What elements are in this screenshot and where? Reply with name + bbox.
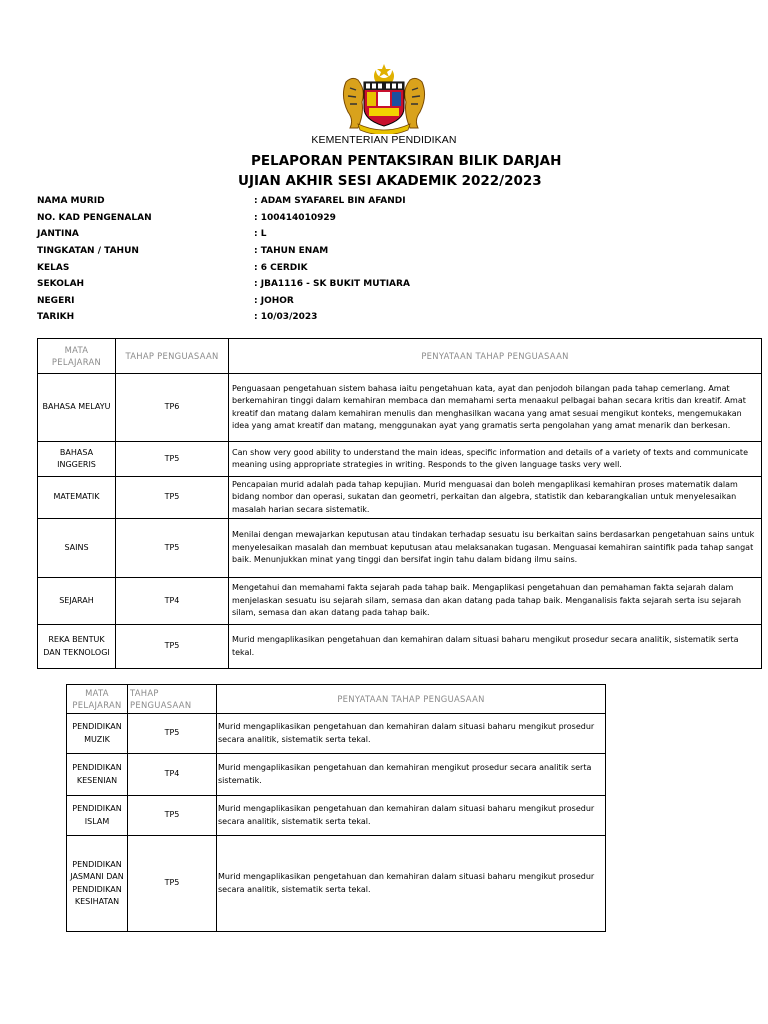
header-subject: MATA PELAJARAN: [67, 685, 128, 714]
level-cell: TP4: [116, 578, 229, 625]
info-label: TARIKH: [37, 312, 75, 323]
statement-cell: Penguasaan pengetahuan sistem bahasa iaitu pengetahuan kata, ayat dan penjodoh bilangan pada tahap cemerlang. Amat berkemahiran tinggi dalam kemahiran membaca dan memahami serta menaakul pelbagai bahan secara kritis dan kreatif. Amat kreatif dan matang dalam kemahiran menulis dan menghasilkan wacana yang amat sesuai mengikut konteks, mengemukakan idea yang amat kreatif dan matang, menggunakan ayat yang gramatis serta pengolahan yang amat menarik dan berkesan.: [229, 374, 762, 442]
level-cell: TP5: [128, 714, 217, 754]
table-row: [38, 578, 762, 625]
statement-cell: Murid mengaplikasikan pengetahuan dan kemahiran dalam situasi baharu mengikut prosedur secara analitik, sistematik serta tekal.: [229, 625, 762, 669]
info-label: SEKOLAH: [37, 279, 85, 290]
header-level: TAHAP PENGUASAAN: [128, 685, 217, 714]
level-cell: TP6: [116, 374, 229, 442]
info-row-nama-murid: [37, 193, 537, 210]
subject-cell: SEJARAH: [38, 578, 116, 625]
info-value: : TAHUN ENAM: [254, 246, 329, 257]
info-row-tarikh: [37, 309, 537, 326]
info-value: : JBA1116 - SK BUKIT MUTIARA: [254, 279, 410, 290]
info-label: NO. KAD PENGENALAN: [37, 212, 152, 223]
subject-cell: PENDIDIKAN ISLAM: [67, 796, 128, 836]
subject-cell: PENDIDIKAN MUZIK: [67, 714, 128, 754]
statement-cell: Mengetahui dan memahami fakta sejarah pada tahap baik. Mengaplikasi pengetahuan dan pemahaman fakta sejarah dalam menjelaskan sesuatu isu sejarah silam, semasa dan akan datang pada tahap baik. Menganalisis fakta sejarah serta isu sejarah silam, semasa dan akan datang pada tahap baik.: [229, 578, 762, 625]
info-row-kelas: [37, 259, 537, 276]
crest-emblem-icon: [336, 62, 432, 134]
info-label: JANTINA: [37, 229, 79, 240]
info-value: : 6 CERDIK: [254, 262, 308, 273]
info-value: : JOHOR: [254, 295, 294, 306]
table-row: [38, 477, 762, 519]
student-info: [37, 193, 537, 326]
statement-cell: Murid mengaplikasikan pengetahuan dan kemahiran mengikut prosedur secara analitik serta sistematik.: [217, 754, 606, 796]
subject-cell: MATEMATIK: [38, 477, 116, 519]
level-cell: TP5: [116, 519, 229, 578]
info-label: NAMA MURID: [37, 196, 105, 207]
statement-cell: Pencapaian murid adalah pada tahap kepujian. Murid menguasai dan boleh mengaplikasi kemahiran proses matematik dalam bidang nombor dan operasi, sukatan dan geometri, perkaitan dan algebra, statistik dan kebarangkalian untuk menyelesaikan masalah harian secara sistematik.: [229, 477, 762, 519]
table-header-row: [67, 685, 606, 714]
level-cell: TP5: [116, 625, 229, 669]
table-row: [38, 519, 762, 578]
statement-cell: Murid mengaplikasikan pengetahuan dan kemahiran dalam situasi baharu mengikut prosedur secara analitik, sistematik serta tekal.: [217, 714, 606, 754]
info-row-jantina: [37, 226, 537, 243]
header-subject: MATA PELAJARAN: [38, 339, 116, 374]
table-row: [38, 625, 762, 669]
info-row-ic: [37, 210, 537, 227]
level-cell: TP4: [128, 754, 217, 796]
statement-cell: Menilai dengan mewajarkan keputusan atau tindakan terhadap sesuatu isu berkaitan sains berdasarkan pengetahuan sains untuk menyelesaikan masalah dan membuat keputusan atau melaksanakan tugasan. Menguasai kemahiran saintifik pada tahap sangat baik. Menunjukkan minat yang tinggi dan bersifat ingin tahu dalam bidang ilmu sains.: [229, 519, 762, 578]
header-level: TAHAP PENGUASAAN: [116, 339, 229, 374]
subject-cell: REKA BENTUK DAN TEKNOLOGI: [38, 625, 116, 669]
info-value: : 10/03/2023: [254, 312, 318, 323]
table-row: [38, 374, 762, 442]
assessment-table-secondary: [66, 684, 606, 932]
table-row: [38, 442, 762, 477]
level-cell: TP5: [116, 477, 229, 519]
info-label: NEGERI: [37, 295, 75, 306]
report-subtitle: UJIAN AKHIR SESI AKADEMIK 2022/2023: [238, 173, 542, 189]
statement-cell: Murid mengaplikasikan pengetahuan dan kemahiran dalam situasi baharu mengikut prosedur secara analitik, sistematik serta tekal.: [217, 836, 606, 932]
info-value: : ADAM SYAFAREL BIN AFANDI: [254, 196, 406, 207]
table-row: [67, 796, 606, 836]
subject-cell: BAHASA INGGERIS: [38, 442, 116, 477]
level-cell: TP5: [128, 796, 217, 836]
info-row-negeri: [37, 293, 537, 310]
assessment-table-main: [37, 338, 762, 669]
statement-cell: Can show very good ability to understand the main ideas, specific information and details of a variety of texts and communicate meaning using appropriate strategies in writing. Responds to the given language tasks very well.: [229, 442, 762, 477]
level-cell: TP5: [128, 836, 217, 932]
info-value: : 100414010929: [254, 212, 336, 223]
info-row-sekolah: [37, 276, 537, 293]
subject-cell: PENDIDIKAN JASMANI DAN PENDIDIKAN KESIHATAN: [67, 836, 128, 932]
subject-cell: BAHASA MELAYU: [38, 374, 116, 442]
ministry-name: KEMENTERIAN PENDIDIKAN: [311, 134, 457, 146]
subject-cell: SAINS: [38, 519, 116, 578]
info-value: : L: [254, 229, 267, 240]
subject-cell: PENDIDIKAN KESENIAN: [67, 754, 128, 796]
header-statement: PENYATAAN TAHAP PENGUASAAN: [217, 685, 606, 714]
info-label: KELAS: [37, 262, 70, 273]
info-row-tingkatan: [37, 243, 537, 260]
table-row: [67, 714, 606, 754]
header-statement: PENYATAAN TAHAP PENGUASAAN: [229, 339, 762, 374]
table-row: [67, 836, 606, 932]
report-title: PELAPORAN PENTAKSIRAN BILIK DARJAH: [251, 153, 562, 169]
level-cell: TP5: [116, 442, 229, 477]
table-row: [67, 754, 606, 796]
info-label: TINGKATAN / TAHUN: [37, 246, 139, 257]
statement-cell: Murid mengaplikasikan pengetahuan dan kemahiran dalam situasi baharu mengikut prosedur secara analitik, sistematik serta tekal.: [217, 796, 606, 836]
table-header-row: [38, 339, 762, 374]
